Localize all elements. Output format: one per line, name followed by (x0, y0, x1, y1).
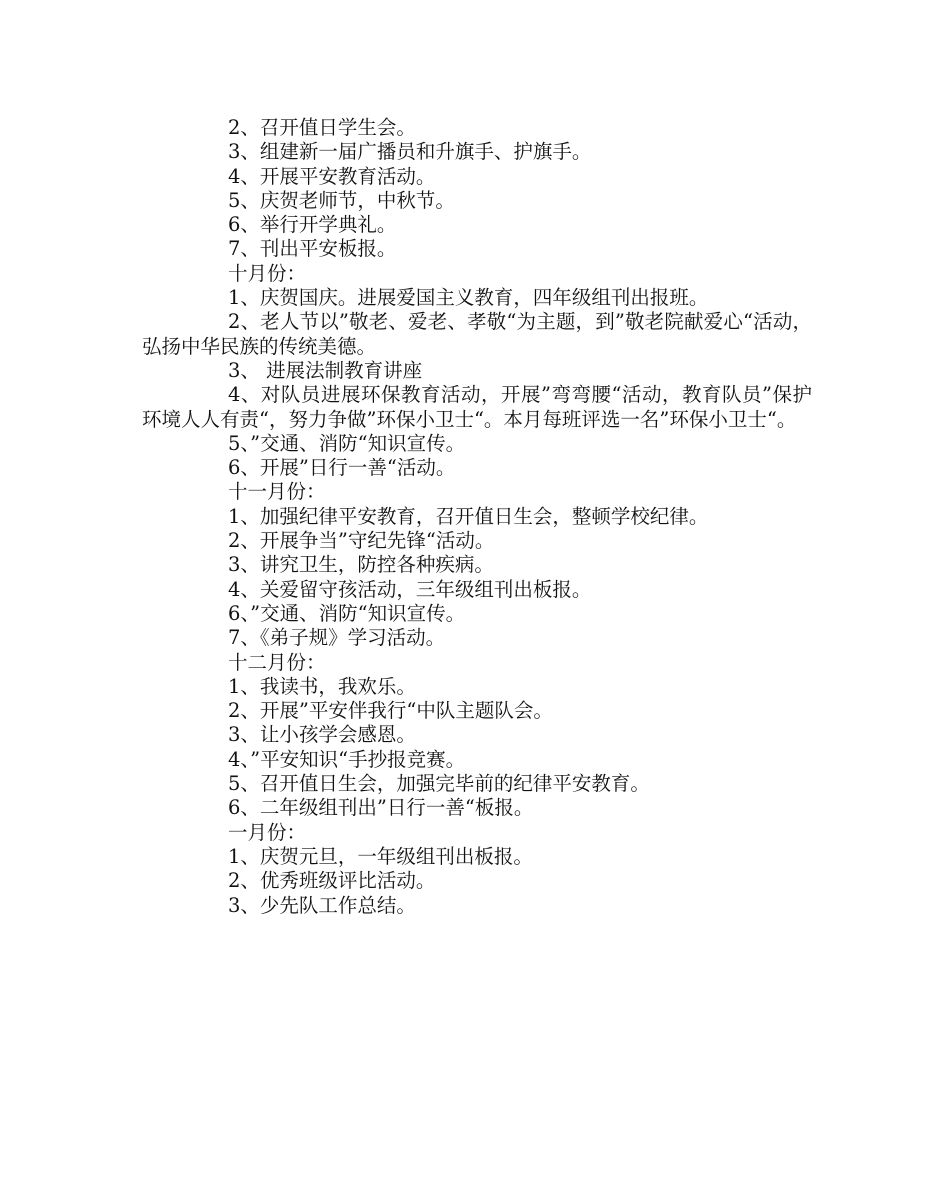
document-body (142, 116, 812, 918)
text-line: 2、优秀班级评比活动。 (228, 869, 436, 893)
text-line: 3、 进展法制教育讲座 (228, 358, 423, 382)
text-line: 5、”交通、消防“知识宣传。 (228, 431, 466, 455)
month-heading-january: 一月份： (228, 820, 307, 844)
text-line: 4、开展平安教育活动。 (228, 164, 436, 188)
text-line: 7、刊出平安板报。 (228, 237, 397, 261)
month-heading-november: 十一月份： (228, 480, 326, 504)
paragraph-environment: 4、对队员进展环保教育活动，开展”弯弯腰“活动，教育队员”保护环境人人有责“，努力争做”环保小卫士“。本月每班评选一名”环保小卫士“。 (142, 383, 812, 431)
text-line: 3、讲究卫生，防控各种疾病。 (228, 553, 494, 577)
block-a (142, 116, 812, 310)
text-line: 3、组建新一届广播员和升旗手、护旗手。 (228, 140, 592, 164)
text-line: 6、举行开学典礼。 (228, 213, 397, 237)
text-line: 4、关爱留守孩活动，三年级组刊出板报。 (228, 577, 592, 601)
paragraph-elderly-day: 2、老人节以”敬老、爱老、孝敬“为主题，到”敬老院献爱心“活动，弘扬中华民族的传统美德。 (142, 310, 812, 358)
block-b (142, 432, 812, 918)
text-line: 2、召开值日学生会。 (228, 116, 416, 139)
text-line: 2、开展”平安伴我行“中队主题队会。 (228, 699, 553, 723)
text-line: 3、少先队工作总结。 (228, 893, 416, 917)
text-line: 5、庆贺老师节，中秋节。 (228, 188, 455, 212)
text-line: 7、《弟子规》学习活动。 (228, 626, 446, 650)
text-line: 2、开展争当”守纪先锋“活动。 (228, 529, 495, 553)
text-line: 4、”平安知识“手抄报竞赛。 (228, 747, 466, 771)
text-line: 6、”交通、消防“知识宣传。 (228, 601, 466, 625)
text-line: 1、我读书，我欢乐。 (228, 674, 416, 698)
text-line: 5、召开值日生会，加强完毕前的纪律平安教育。 (228, 772, 650, 796)
month-heading-october: 十月份： (228, 261, 307, 285)
text-line: 3、让小孩学会感恩。 (228, 723, 416, 747)
text-line: 6、二年级组刊出”日行一善“板报。 (228, 796, 534, 820)
text-line: 1、加强纪律平安教育，召开值日生会，整顿学校纪律。 (228, 504, 709, 528)
text-line: 6、开展”日行一善“活动。 (228, 456, 456, 480)
month-heading-december: 十二月份： (228, 650, 326, 674)
text-line: 1、庆贺国庆。进展爱国主义教育，四年级组刊出报班。 (228, 286, 709, 310)
text-line: 1、庆贺元旦，一年级组刊出板报。 (228, 844, 533, 868)
